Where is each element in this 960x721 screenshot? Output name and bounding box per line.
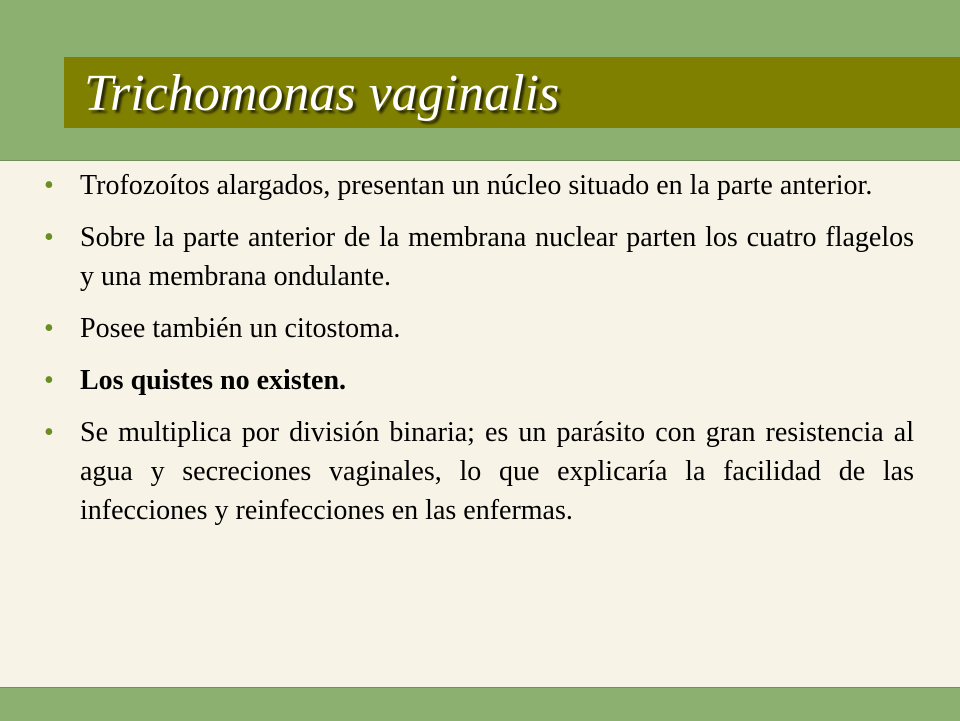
footer-band — [0, 687, 960, 721]
bullet-text: Posee también un citostoma. — [80, 313, 401, 344]
bullet-item — [44, 309, 914, 348]
bullet-icon: • — [44, 313, 54, 344]
bullet-text: Sobre la parte anterior de la membrana nuclear parten los cuatro flagelos y una membrana ondulante. — [80, 222, 914, 292]
slide-title: Trichomonas vaginalis — [84, 65, 560, 122]
bullet-text: Trofozoítos alargados, presentan un núcleo situado en la parte anterior. — [80, 170, 873, 201]
bullet-text: Los quistes no existen. — [80, 365, 347, 396]
bullet-item — [44, 361, 914, 400]
bullet-item — [44, 218, 914, 296]
bullet-icon: • — [44, 222, 54, 253]
bullet-item — [44, 166, 914, 205]
bullet-icon: • — [44, 170, 54, 201]
bullet-icon: • — [44, 365, 54, 396]
bullet-text: Se multiplica por división binaria; es un parásito con gran resistencia al agua y secreciones vaginales, lo que explicaría la facilidad de las infecciones y reinfecciones en las enfermas. — [80, 417, 914, 526]
bullet-list — [44, 166, 914, 543]
bullet-item — [44, 413, 914, 530]
bullet-icon: • — [44, 417, 54, 448]
